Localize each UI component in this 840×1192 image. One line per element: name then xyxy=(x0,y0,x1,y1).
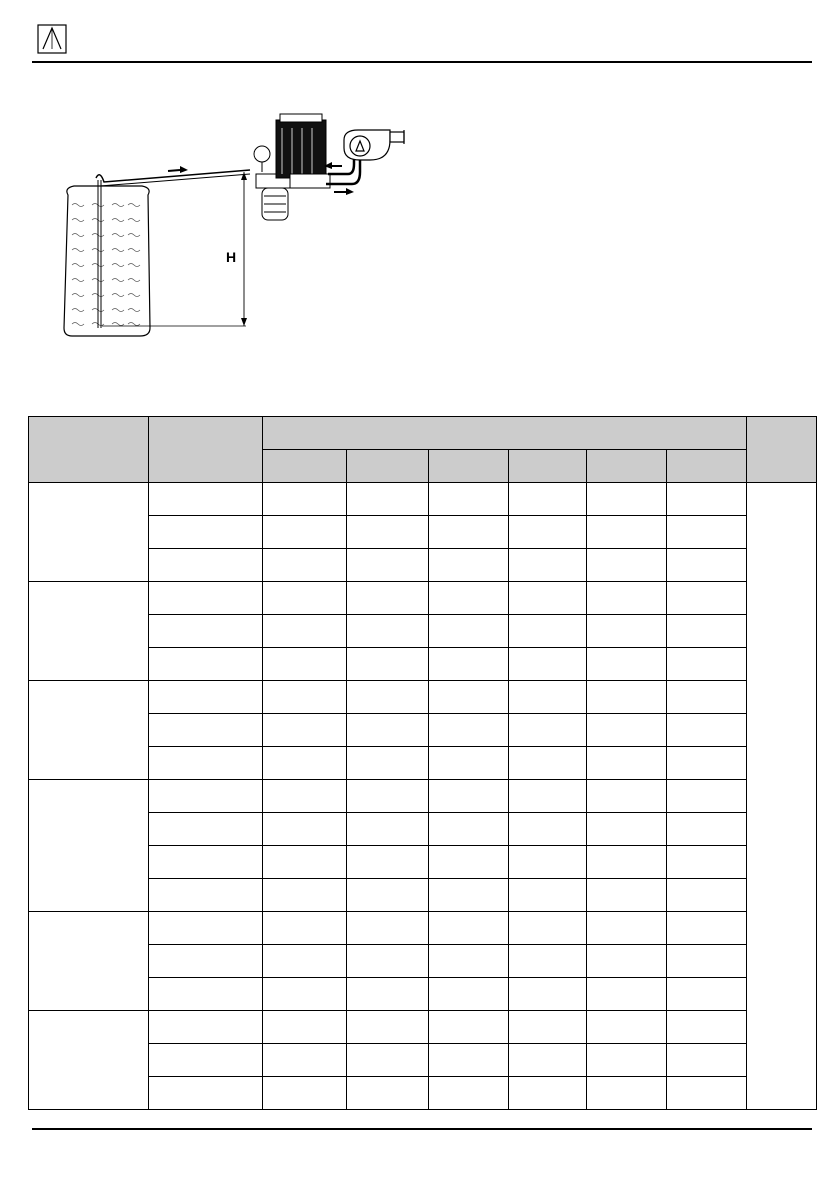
table-cell xyxy=(263,1044,347,1077)
table-cell xyxy=(149,1011,263,1044)
table-cell xyxy=(429,1011,509,1044)
table-cell xyxy=(347,912,429,945)
table-cell xyxy=(587,813,667,846)
table-cell xyxy=(347,1044,429,1077)
table-cell xyxy=(263,912,347,945)
table-cell xyxy=(263,813,347,846)
table-cell xyxy=(667,945,747,978)
table-cell xyxy=(587,945,667,978)
table-cell xyxy=(347,714,429,747)
table-cell xyxy=(149,945,263,978)
side-cell xyxy=(747,483,817,1110)
table-cell xyxy=(149,681,263,714)
table-cell xyxy=(429,912,509,945)
table-body xyxy=(29,483,817,1110)
group-cell xyxy=(29,681,149,780)
table-cell xyxy=(263,714,347,747)
table-cell xyxy=(429,747,509,780)
table-cell xyxy=(429,1077,509,1110)
table-row xyxy=(29,483,817,516)
table-cell xyxy=(347,549,429,582)
table-cell xyxy=(429,516,509,549)
table-cell xyxy=(149,846,263,879)
table-cell xyxy=(509,813,587,846)
table-cell xyxy=(587,1077,667,1110)
table-cell xyxy=(509,945,587,978)
table-cell xyxy=(429,846,509,879)
table-cell xyxy=(429,780,509,813)
table-cell xyxy=(667,1077,747,1110)
footer-rule xyxy=(32,1128,812,1130)
table-cell xyxy=(347,582,429,615)
table-cell xyxy=(667,483,747,516)
table-cell xyxy=(263,582,347,615)
table-cell xyxy=(149,912,263,945)
table-cell xyxy=(667,879,747,912)
table-cell xyxy=(347,879,429,912)
table-cell xyxy=(667,780,747,813)
table-cell xyxy=(263,1077,347,1110)
table-row xyxy=(29,681,817,714)
table-cell xyxy=(509,879,587,912)
table-cell xyxy=(263,978,347,1011)
table-cell xyxy=(149,879,263,912)
table-cell xyxy=(149,780,263,813)
table-cell xyxy=(587,714,667,747)
table-cell xyxy=(149,516,263,549)
table-cell xyxy=(263,780,347,813)
table-cell xyxy=(263,615,347,648)
header-subcell xyxy=(587,450,667,483)
table-cell xyxy=(509,747,587,780)
table-cell xyxy=(429,615,509,648)
table-cell xyxy=(587,846,667,879)
table-cell xyxy=(347,483,429,516)
table-cell xyxy=(587,681,667,714)
table-cell xyxy=(667,714,747,747)
header-subcell xyxy=(347,450,429,483)
table-row xyxy=(29,780,817,813)
table-cell xyxy=(429,813,509,846)
table-cell xyxy=(509,681,587,714)
group-cell xyxy=(29,780,149,912)
table-cell xyxy=(509,483,587,516)
header-rule xyxy=(32,61,812,63)
table-cell xyxy=(587,582,667,615)
triangle-logo-icon xyxy=(37,24,67,54)
table-cell xyxy=(587,912,667,945)
table-cell xyxy=(149,1044,263,1077)
group-cell xyxy=(29,912,149,1011)
table-cell xyxy=(509,1044,587,1077)
table-cell xyxy=(667,549,747,582)
table-cell xyxy=(667,747,747,780)
table-cell xyxy=(509,615,587,648)
table-cell xyxy=(263,879,347,912)
group-cell xyxy=(29,483,149,582)
table-cell xyxy=(429,714,509,747)
table-cell xyxy=(347,615,429,648)
table-cell xyxy=(347,813,429,846)
table-cell xyxy=(509,648,587,681)
installation-diagram xyxy=(30,100,430,350)
table-cell xyxy=(347,978,429,1011)
table-cell xyxy=(509,846,587,879)
table-cell xyxy=(149,549,263,582)
table-cell xyxy=(149,747,263,780)
table-cell xyxy=(149,1077,263,1110)
header-subcell xyxy=(509,450,587,483)
table-cell xyxy=(347,945,429,978)
table-cell xyxy=(587,879,667,912)
header-subcell xyxy=(667,450,747,483)
data-table xyxy=(28,416,817,1110)
pump-filter-icon xyxy=(254,114,330,220)
table-cell xyxy=(429,978,509,1011)
table-cell xyxy=(509,516,587,549)
table-cell xyxy=(429,945,509,978)
table-cell xyxy=(429,549,509,582)
table-cell xyxy=(667,681,747,714)
table-cell xyxy=(509,978,587,1011)
header-cell xyxy=(149,417,263,483)
table-cell xyxy=(429,582,509,615)
table-cell xyxy=(509,1077,587,1110)
table-cell xyxy=(429,681,509,714)
table-cell xyxy=(667,615,747,648)
table-row xyxy=(29,1011,817,1044)
table-cell xyxy=(149,615,263,648)
table-cell xyxy=(429,1044,509,1077)
table-row xyxy=(29,582,817,615)
header-cell xyxy=(29,417,149,483)
table-cell xyxy=(149,978,263,1011)
table-cell xyxy=(149,483,263,516)
table-cell xyxy=(263,747,347,780)
table-cell xyxy=(149,714,263,747)
table-cell xyxy=(587,483,667,516)
table-cell xyxy=(667,912,747,945)
table-cell xyxy=(667,1011,747,1044)
table-cell xyxy=(263,681,347,714)
table-cell xyxy=(347,846,429,879)
header-subcell xyxy=(263,450,347,483)
table-cell xyxy=(587,978,667,1011)
table-row xyxy=(29,912,817,945)
table-cell xyxy=(667,813,747,846)
group-cell xyxy=(29,1011,149,1110)
table-cell xyxy=(429,879,509,912)
table-cell xyxy=(263,945,347,978)
table-cell xyxy=(347,747,429,780)
table-cell xyxy=(263,648,347,681)
header-group-cell xyxy=(263,417,747,450)
group-cell xyxy=(29,582,149,681)
table-cell xyxy=(587,780,667,813)
table-cell xyxy=(509,549,587,582)
flow-arrow-icon xyxy=(168,166,188,173)
header-cell xyxy=(747,417,817,483)
table-cell xyxy=(149,582,263,615)
table-cell xyxy=(347,648,429,681)
table-cell xyxy=(509,714,587,747)
height-label: H xyxy=(226,249,237,265)
table-cell xyxy=(587,648,667,681)
table-cell xyxy=(509,912,587,945)
table-cell xyxy=(667,582,747,615)
table-cell xyxy=(347,1011,429,1044)
table-cell xyxy=(263,483,347,516)
table-cell xyxy=(347,780,429,813)
table-cell xyxy=(347,681,429,714)
burner-icon xyxy=(344,130,404,160)
table-cell xyxy=(509,780,587,813)
table-cell xyxy=(667,648,747,681)
table-cell xyxy=(587,1011,667,1044)
table-cell xyxy=(347,1077,429,1110)
table-cell xyxy=(263,549,347,582)
table-cell xyxy=(587,516,667,549)
table-cell xyxy=(667,516,747,549)
table-cell xyxy=(149,813,263,846)
table-cell xyxy=(509,582,587,615)
tank-icon xyxy=(64,180,150,336)
table-cell xyxy=(587,747,667,780)
table-cell xyxy=(429,483,509,516)
table-cell xyxy=(509,1011,587,1044)
table-cell xyxy=(429,648,509,681)
header-subcell xyxy=(429,450,509,483)
table-cell xyxy=(587,1044,667,1077)
table-cell xyxy=(347,516,429,549)
table-cell xyxy=(263,846,347,879)
table-cell xyxy=(667,1044,747,1077)
table-cell xyxy=(587,549,667,582)
table-cell xyxy=(667,978,747,1011)
table-cell xyxy=(667,846,747,879)
table-cell xyxy=(263,516,347,549)
table-cell xyxy=(263,1011,347,1044)
table-cell xyxy=(149,648,263,681)
table-cell xyxy=(587,615,667,648)
